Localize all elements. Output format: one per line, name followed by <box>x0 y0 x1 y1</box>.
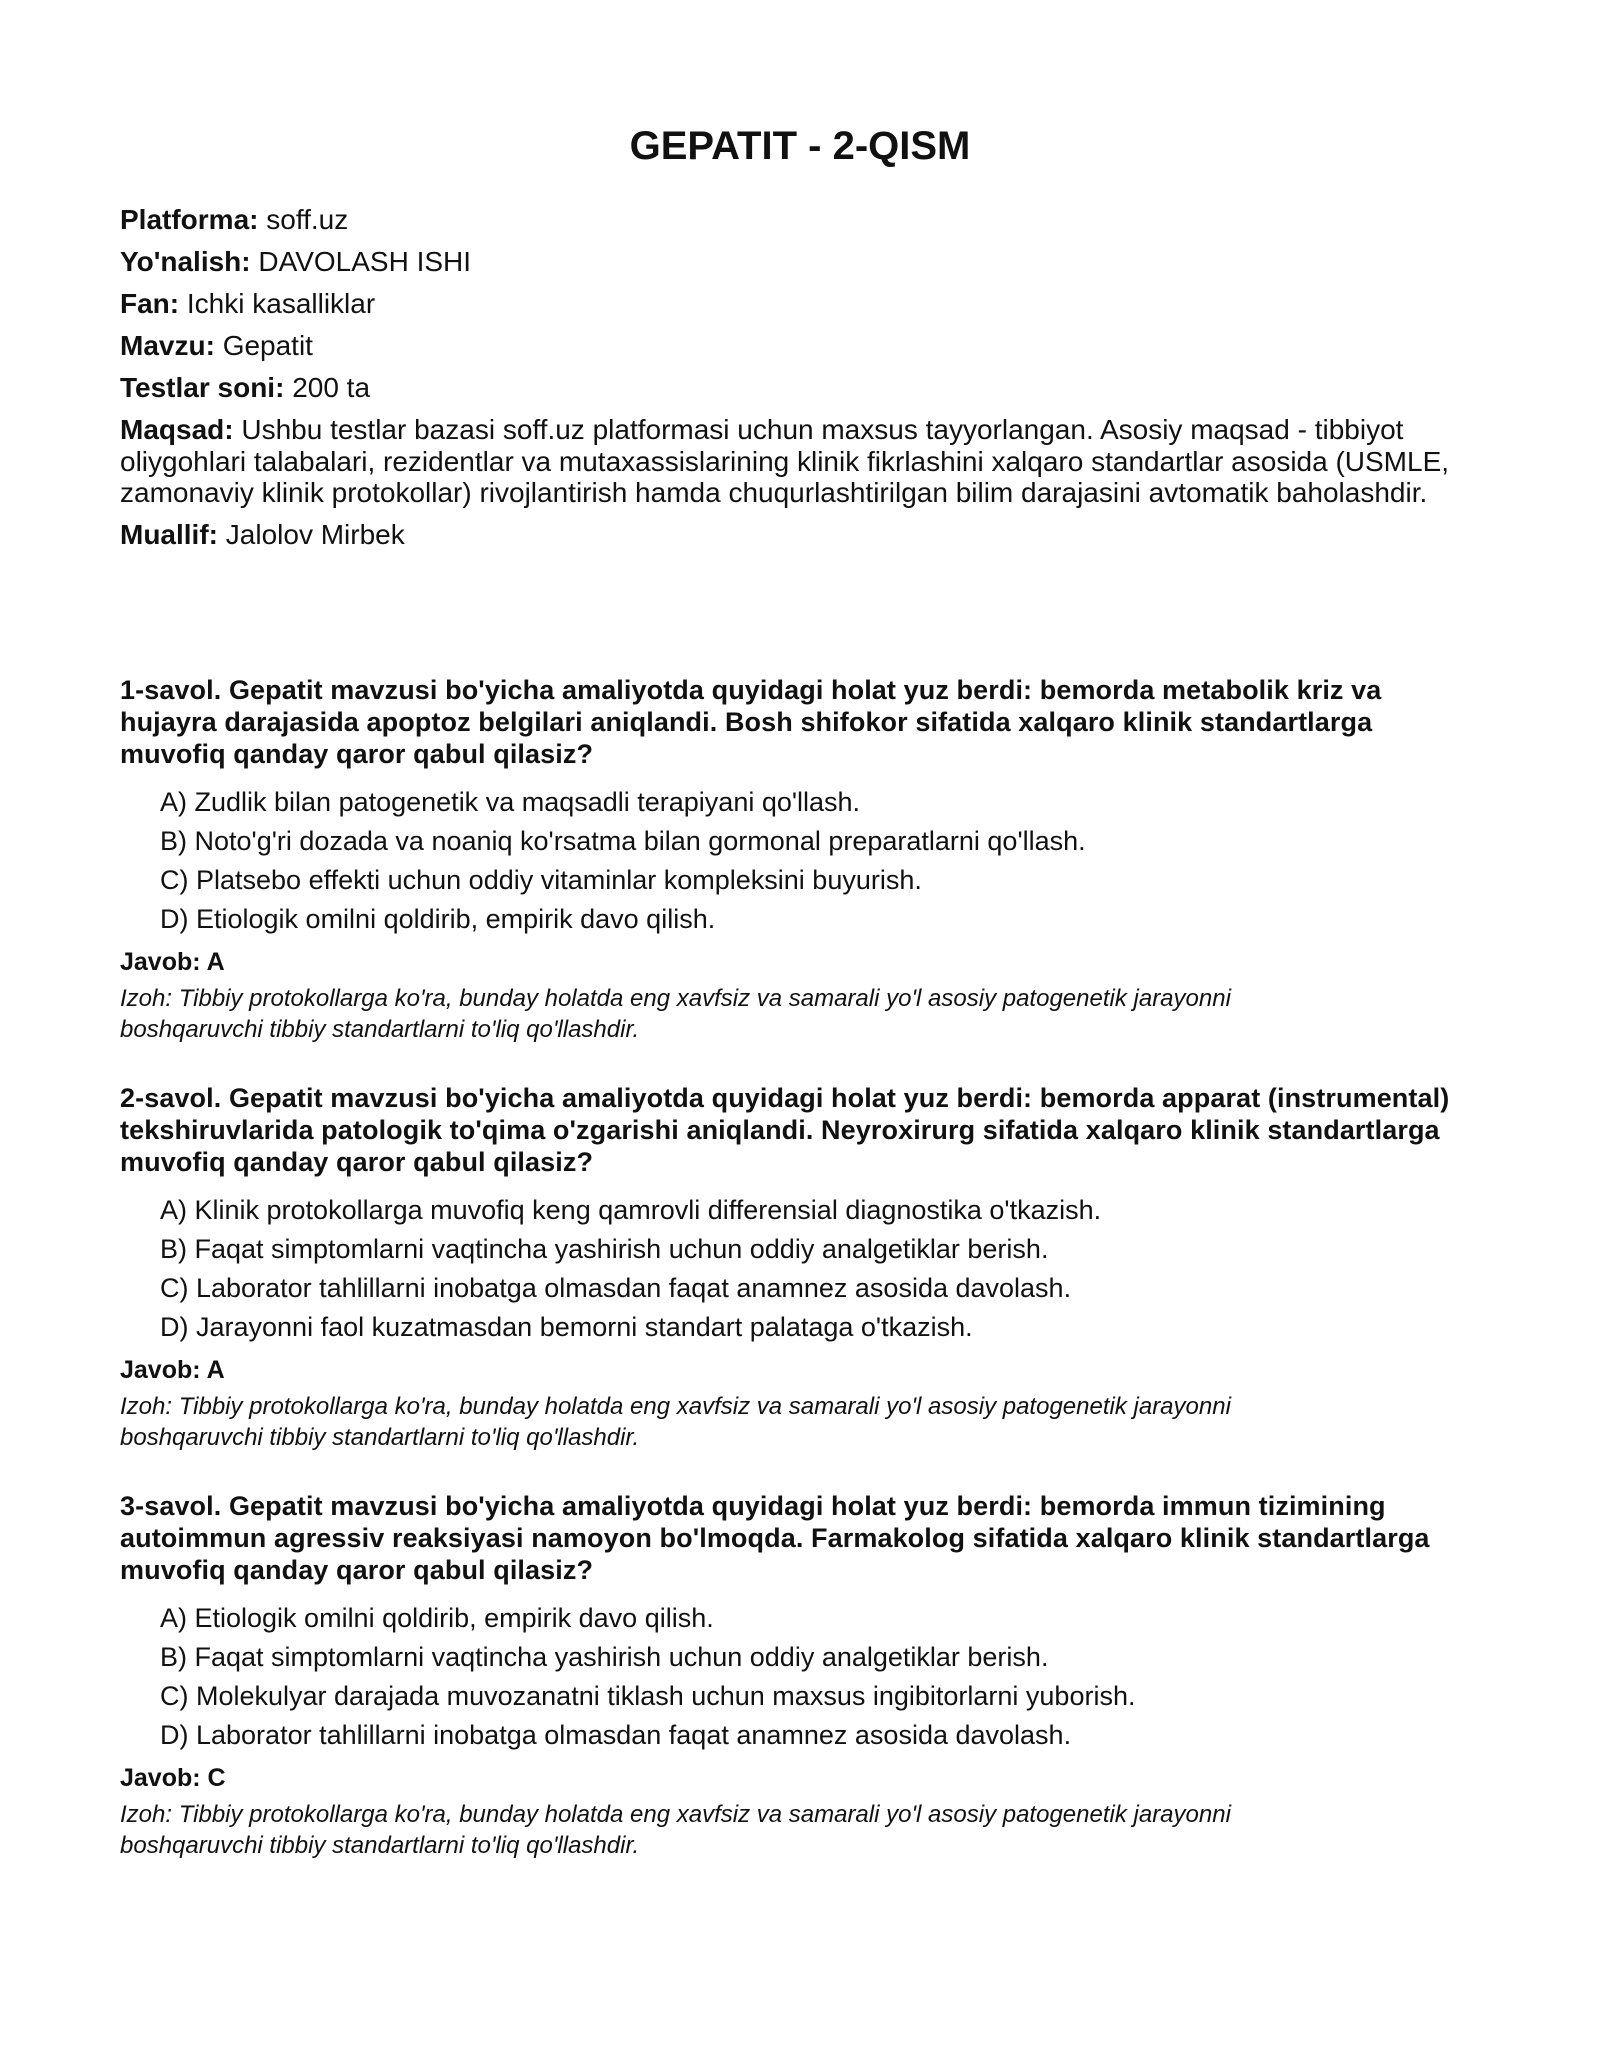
meta-subject <box>120 288 1480 320</box>
option-b: B) Faqat simptomlarni vaqtincha yashirish uchun oddiy analgetiklar berish. <box>160 1642 1049 1672</box>
option-a: A) Zudlik bilan patogenetik va maqsadli terapiyani qo'llash. <box>160 787 861 817</box>
question-block <box>120 1082 1480 1453</box>
meta-value: soff.uz <box>266 204 349 235</box>
meta-direction <box>120 246 1480 278</box>
meta-value: 200 ta <box>292 372 371 403</box>
meta-value: Jalolov Mirbek <box>225 518 405 550</box>
answer-options <box>120 1602 1480 1751</box>
meta-test-count <box>120 372 1480 404</box>
correct-answer: Javob: A <box>120 948 225 976</box>
question-text: 3-savol. Gepatit mavzusi bo'yicha amaliyotda quyidagi holat yuz berdi: bemorda immun tizimining autoimmun agressiv reaksiyasi namoyon bo'lmoqda. Farmakolog sifatida xalqaro klinik standartlarga muvofiq qanday qaror qabul qilasiz? <box>120 1491 1430 1585</box>
meta-label: Testlar soni: <box>120 372 285 403</box>
meta-label: Platforma: <box>120 204 259 235</box>
answer-options <box>120 786 1480 935</box>
correct-answer: Javob: C <box>120 1764 226 1792</box>
option-d: D) Etiologik omilni qoldirib, empirik davo qilish. <box>160 904 716 934</box>
meta-label: Fan: <box>120 288 180 319</box>
meta-purpose <box>120 414 1480 509</box>
meta-value: Ichki kasalliklar <box>186 288 376 319</box>
option-c: C) Molekulyar darajada muvozanatni tiklash uchun maxsus ingibitorlarni yuborish. <box>160 1681 1136 1711</box>
metadata-section <box>120 204 1480 561</box>
question-block <box>120 674 1480 1045</box>
meta-label: Maqsad: <box>120 414 234 445</box>
explanation-note: Izoh: Tibbiy protokollarga ko'ra, bunday holatda eng xavfsiz va samarali yo'l asosiy patogenetik jarayonni boshqaruvchi tibbiy standartlarni to'liq qo'llashdir. <box>120 1393 1231 1451</box>
answer-options <box>120 1194 1480 1343</box>
explanation-note: Izoh: Tibbiy protokollarga ko'ra, bunday holatda eng xavfsiz va samarali yo'l asosiy patogenetik jarayonni boshqaruvchi tibbiy standartlarni to'liq qo'llashdir. <box>120 985 1231 1043</box>
meta-topic <box>120 330 1480 362</box>
option-a: A) Etiologik omilni qoldirib, empirik davo qilish. <box>160 1603 714 1633</box>
meta-value: Gepatit <box>222 330 313 361</box>
question-block <box>120 1490 1480 1861</box>
meta-value: Ushbu testlar bazasi soff.uz platformasi uchun maxsus tayyorlangan. Asosiy maqsad - tibbiyot oliygohlari talabalari, rezidentlar va mutaxassislarining klinik fikrlashini xalqaro standartlar asosida (USMLE, zamonaviy klinik protokollar) rivojlantirish hamda chuqurlashtirilgan bilim darajasini avtomatik baholashdir. <box>120 414 1450 508</box>
option-b: B) Faqat simptomlarni vaqtincha yashirish uchun oddiy analgetiklar berish. <box>160 1234 1049 1264</box>
option-c: C) Platsebo effekti uchun oddiy vitaminlar kompleksini buyurish. <box>160 865 922 895</box>
option-c: C) Laborator tahlillarni inobatga olmasdan faqat anamnez asosida davolash. <box>160 1273 1072 1303</box>
correct-answer: Javob: A <box>120 1356 225 1384</box>
meta-value: DAVOLASH ISHI <box>258 246 472 277</box>
option-d: D) Jarayonni faol kuzatmasdan bemorni standart palataga o'tkazish. <box>160 1312 973 1342</box>
explanation-note: Izoh: Tibbiy protokollarga ko'ra, bunday holatda eng xavfsiz va samarali yo'l asosiy patogenetik jarayonni boshqaruvchi tibbiy standartlarni to'liq qo'llashdir. <box>120 1801 1231 1859</box>
option-b: B) Noto'g'ri dozada va noaniq ko'rsatma bilan gormonal preparatlarni qo'llash. <box>160 826 1086 856</box>
meta-author <box>120 519 1480 551</box>
option-d: D) Laborator tahlillarni inobatga olmasdan faqat anamnez asosida davolash. <box>160 1720 1072 1750</box>
meta-label: Mavzu: <box>120 330 215 361</box>
page-title: GEPATIT - 2-QISM <box>629 124 971 168</box>
meta-platform <box>120 204 1480 236</box>
meta-label: Yo'nalish: <box>120 246 251 277</box>
question-text: 1-savol. Gepatit mavzusi bo'yicha amaliyotda quyidagi holat yuz berdi: bemorda metabolik kriz va hujayra darajasida apoptoz belgilari aniqlandi. Bosh shifokor sifatida xalqaro klinik standartlarga muvofiq qanday qaror qabul qilasiz? <box>120 675 1382 769</box>
option-a: A) Klinik protokollarga muvofiq keng qamrovli differensial diagnostika o'tkazish. <box>160 1195 1102 1225</box>
question-text: 2-savol. Gepatit mavzusi bo'yicha amaliyotda quyidagi holat yuz berdi: bemorda apparat (instrumental) tekshiruvlarida patologik to'qima o'zgarishi aniqlandi. Neyroxirurg sifatida xalqaro klinik standartlarga muvofiq qanday qaror qabul qilasiz? <box>120 1083 1450 1177</box>
meta-label: Muallif: <box>120 518 218 550</box>
